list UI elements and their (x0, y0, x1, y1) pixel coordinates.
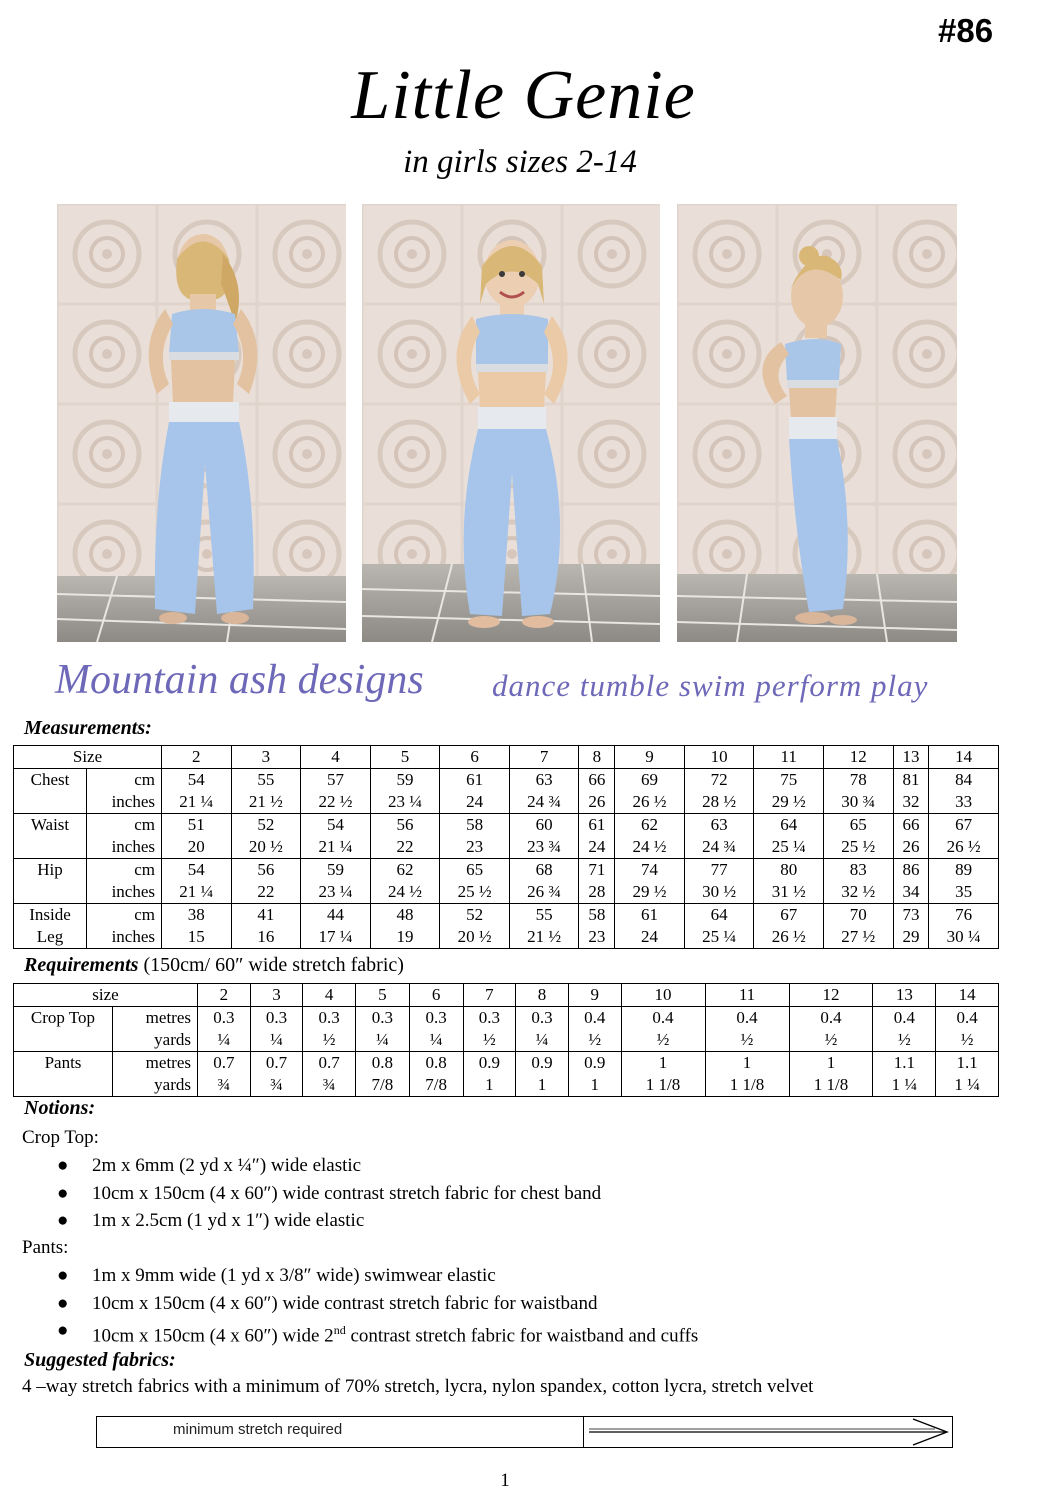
size-cell: 14 (936, 984, 999, 1007)
size-cell: 3 (250, 984, 303, 1007)
list-item: ● 10cm x 150cm (4 x 60″) wide contrast stretch fabric for waistband (57, 1290, 698, 1318)
pattern-subtitle: in girls sizes 2-14 (403, 144, 637, 180)
value-cell: 89 35 (929, 859, 999, 904)
size-cell: 6 (409, 984, 463, 1007)
size-cell: 4 (301, 746, 371, 769)
row-units: metres yards (113, 1052, 198, 1097)
table-row (14, 1052, 999, 1097)
value-cell: 1 1 1/8 (621, 1052, 705, 1097)
value-cell: 61 24 (440, 769, 510, 814)
value-cell: 0.3 ¼ (250, 1007, 303, 1052)
size-cell: 10 (621, 984, 705, 1007)
bullet-icon: ● (57, 1320, 69, 1341)
value-cell: 55 21 ½ (509, 904, 579, 949)
value-cell: 0.3 ¼ (516, 1007, 569, 1052)
value-cell: 74 29 ½ (615, 859, 685, 904)
measurements-heading: Measurements: (24, 717, 152, 739)
value-cell: 67 26 ½ (754, 904, 824, 949)
stretch-guide (96, 1416, 953, 1448)
requirements-note: (150cm/ 60″ wide stretch fabric) (143, 954, 404, 976)
suggested-fabrics-heading: Suggested fabrics: (24, 1349, 176, 1371)
value-cell: 54 21 ¼ (301, 814, 371, 859)
value-cell: 59 23 ¼ (301, 859, 371, 904)
size-cell: 12 (823, 746, 893, 769)
size-cell: 6 (440, 746, 510, 769)
value-cell: 38 15 (162, 904, 232, 949)
value-cell: 57 22 ½ (301, 769, 371, 814)
value-cell: 73 29 (893, 904, 929, 949)
size-cell: 7 (463, 984, 516, 1007)
value-cell: 0.3 ¼ (409, 1007, 463, 1052)
measurements-table (13, 745, 999, 949)
size-cell: 13 (873, 984, 936, 1007)
photo-side-view-image (677, 204, 957, 642)
row-units: cm inches (87, 769, 162, 814)
row-units: cm inches (87, 859, 162, 904)
value-cell: 0.7 ¾ (303, 1052, 356, 1097)
value-cell: 51 20 (162, 814, 232, 859)
value-cell: 62 24 ½ (615, 814, 685, 859)
value-cell: 84 33 (929, 769, 999, 814)
row-units: metres yards (113, 1007, 198, 1052)
stretch-arrow-icon (585, 1417, 951, 1447)
value-cell: 0.4 ½ (705, 1007, 789, 1052)
value-cell: 0.3 ¼ (355, 1007, 409, 1052)
list-item: ● 1m x 9mm wide (1 yd x 3/8″ wide) swimwear elastic (57, 1262, 698, 1290)
size-cell: 8 (579, 746, 615, 769)
value-cell: 1.1 1 ¼ (936, 1052, 999, 1097)
stretch-guide-label: minimum stretch required (173, 1421, 343, 1438)
photo-front-view (362, 204, 660, 642)
value-cell: 61 24 (579, 814, 615, 859)
requirements-table (13, 983, 999, 1097)
page-number: 1 (500, 1470, 510, 1491)
value-cell: 0.4 ½ (621, 1007, 705, 1052)
list-item: ● 1m x 2.5cm (1 yd x 1″) wide elastic (57, 1207, 601, 1235)
row-label: Hip (14, 859, 87, 904)
value-cell: 70 27 ½ (823, 904, 893, 949)
value-cell: 0.3 ¼ (198, 1007, 251, 1052)
value-cell: 67 26 ½ (929, 814, 999, 859)
size-cell: 7 (509, 746, 579, 769)
value-cell: 58 23 (579, 904, 615, 949)
size-cell: 10 (684, 746, 754, 769)
bullet-icon: ● (57, 1182, 69, 1204)
table-row (14, 1007, 999, 1052)
row-units: cm inches (87, 814, 162, 859)
value-cell: 69 26 ½ (615, 769, 685, 814)
list-item: ● 10cm x 150cm (4 x 60″) wide contrast stretch fabric for chest band (57, 1180, 601, 1208)
value-cell: 86 34 (893, 859, 929, 904)
requirements-size-label: size (14, 984, 198, 1007)
size-cell: 13 (893, 746, 929, 769)
value-cell: 64 25 ¼ (754, 814, 824, 859)
size-cell: 9 (568, 984, 621, 1007)
table-row (14, 859, 999, 904)
row-label: Inside Leg (14, 904, 87, 949)
requirements-header-row (14, 984, 999, 1007)
row-label: Pants (14, 1052, 113, 1097)
value-cell: 71 28 (579, 859, 615, 904)
value-cell: 62 24 ½ (370, 859, 440, 904)
size-cell: 3 (231, 746, 301, 769)
value-cell: 0.7 ¾ (250, 1052, 303, 1097)
brand-tagline: dance tumble swim perform play (492, 668, 929, 703)
value-cell: 0.4 ½ (873, 1007, 936, 1052)
value-cell: 58 23 (440, 814, 510, 859)
bullet-icon: ● (57, 1292, 69, 1314)
bullet-icon: ● (57, 1210, 69, 1231)
value-cell: 76 30 ¼ (929, 904, 999, 949)
value-cell: 0.8 7/8 (409, 1052, 463, 1097)
value-cell: 81 32 (893, 769, 929, 814)
value-cell: 59 23 ¼ (370, 769, 440, 814)
crop-top-notions-list (57, 1152, 601, 1235)
value-cell: 72 28 ½ (684, 769, 754, 814)
value-cell: 63 24 ¾ (684, 814, 754, 859)
value-cell: 0.9 1 (568, 1052, 621, 1097)
row-label: Chest (14, 769, 87, 814)
value-cell: 44 17 ¼ (301, 904, 371, 949)
row-units: cm inches (87, 904, 162, 949)
value-cell: 75 29 ½ (754, 769, 824, 814)
value-cell: 83 32 ½ (823, 859, 893, 904)
size-cell: 12 (789, 984, 873, 1007)
value-cell: 41 16 (231, 904, 301, 949)
value-cell: 78 30 ¾ (823, 769, 893, 814)
size-cell: 8 (516, 984, 569, 1007)
value-cell: 54 21 ¼ (162, 769, 232, 814)
bullet-icon: ● (57, 1155, 69, 1176)
value-cell: 1 1 1/8 (705, 1052, 789, 1097)
pants-notions-list (57, 1262, 698, 1345)
value-cell: 65 25 ½ (440, 859, 510, 904)
value-cell: 61 24 (615, 904, 685, 949)
pants-notions-label: Pants: (22, 1237, 69, 1258)
pattern-number: #86 (938, 12, 994, 49)
value-cell: 0.8 7/8 (355, 1052, 409, 1097)
value-cell: 0.4 ½ (789, 1007, 873, 1052)
value-cell: 54 21 ¼ (162, 859, 232, 904)
value-cell: 1.1 1 ¼ (873, 1052, 936, 1097)
value-cell: 0.9 1 (516, 1052, 569, 1097)
suggested-fabrics-text: 4 –way stretch fabrics with a minimum of 70% stretch, lycra, nylon spandex, cotton lycra, stretch velvet (22, 1376, 814, 1397)
value-cell: 63 24 ¾ (509, 769, 579, 814)
value-cell: 52 20 ½ (440, 904, 510, 949)
photo-side-view (677, 204, 957, 642)
stretch-guide-divider (583, 1417, 584, 1447)
row-label: Crop Top (14, 1007, 113, 1052)
value-cell: 0.4 ½ (936, 1007, 999, 1052)
measurements-header-row (14, 746, 999, 769)
value-cell: 48 19 (370, 904, 440, 949)
size-cell: 11 (754, 746, 824, 769)
value-cell: 0.7 ¾ (198, 1052, 251, 1097)
value-cell: 0.3 ½ (463, 1007, 516, 1052)
brand-name: Mountain ash designs (55, 657, 424, 703)
size-cell: 9 (615, 746, 685, 769)
crop-top-notions-label: Crop Top: (22, 1127, 99, 1148)
size-cell: 14 (929, 746, 999, 769)
row-label: Waist (14, 814, 87, 859)
notions-heading: Notions: (24, 1097, 96, 1119)
table-row (14, 769, 999, 814)
value-cell: 80 31 ½ (754, 859, 824, 904)
size-cell: 2 (162, 746, 232, 769)
value-cell: 0.4 ½ (568, 1007, 621, 1052)
photo-front-view-image (362, 204, 660, 642)
measurements-size-label: Size (14, 746, 162, 769)
value-cell: 0.3 ½ (303, 1007, 356, 1052)
size-cell: 4 (303, 984, 356, 1007)
list-item: ● 10cm x 150cm (4 x 60″) wide 2nd contrast stretch fabric for waistband and cuffs (57, 1317, 698, 1345)
value-cell: 56 22 (370, 814, 440, 859)
value-cell: 1 1 1/8 (789, 1052, 873, 1097)
value-cell: 77 30 ½ (684, 859, 754, 904)
table-row (14, 904, 999, 949)
size-cell: 5 (370, 746, 440, 769)
value-cell: 68 26 ¾ (509, 859, 579, 904)
photo-back-view (57, 204, 346, 642)
requirements-heading: Requirements (150cm/ 60″ wide stretch fabric) (24, 954, 404, 976)
bullet-icon: ● (57, 1265, 69, 1286)
value-cell: 52 20 ½ (231, 814, 301, 859)
value-cell: 65 25 ½ (823, 814, 893, 859)
value-cell: 66 26 (579, 769, 615, 814)
value-cell: 60 23 ¾ (509, 814, 579, 859)
pattern-title: Little Genie (351, 57, 696, 134)
table-row (14, 814, 999, 859)
size-cell: 2 (198, 984, 251, 1007)
value-cell: 0.9 1 (463, 1052, 516, 1097)
value-cell: 66 26 (893, 814, 929, 859)
value-cell: 64 25 ¼ (684, 904, 754, 949)
list-item: ● 2m x 6mm (2 yd x ¼″) wide elastic (57, 1152, 601, 1180)
value-cell: 55 21 ½ (231, 769, 301, 814)
value-cell: 56 22 (231, 859, 301, 904)
photo-back-view-image (57, 204, 346, 642)
size-cell: 11 (705, 984, 789, 1007)
size-cell: 5 (355, 984, 409, 1007)
